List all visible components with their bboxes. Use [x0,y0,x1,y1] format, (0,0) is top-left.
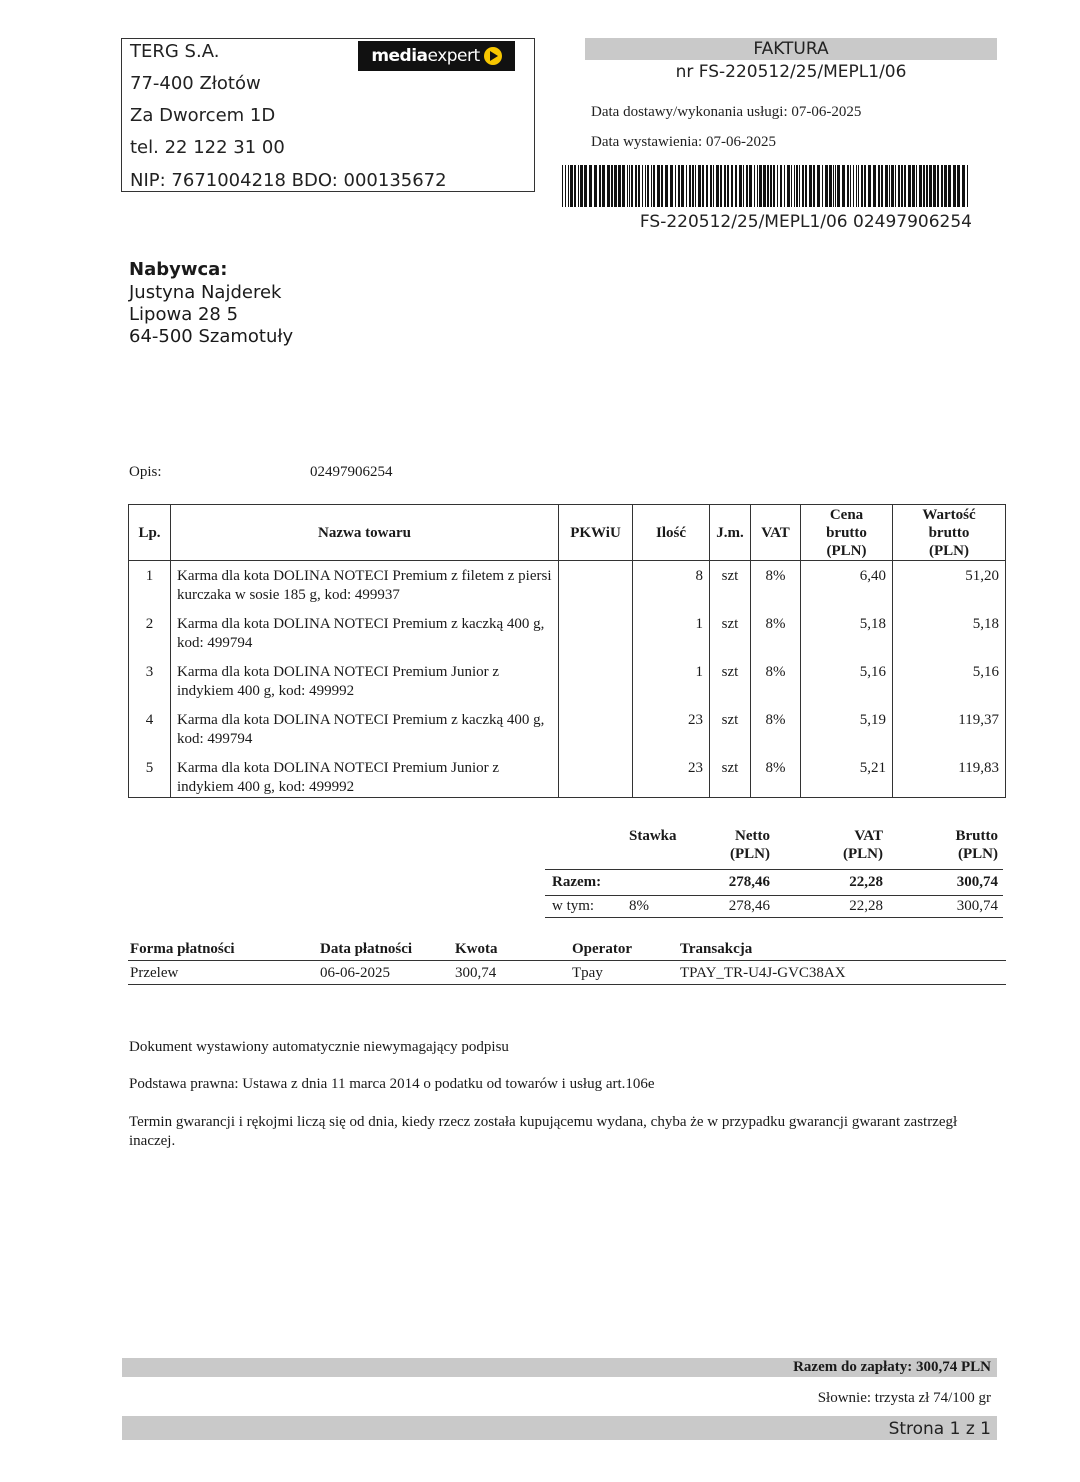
barcode-bar [873,165,876,207]
invoice-title: FAKTURA [753,39,829,59]
issue-date: Data wystawienia: 07-06-2025 [591,134,776,150]
barcode-bar [602,165,605,207]
summary-divider [545,864,1003,870]
barcode-bar [850,165,851,207]
barcode-text: FS-220512/25/MEPL1/06 02497906254 [639,212,972,232]
barcode-bar [878,165,880,207]
row-qty: 1 [633,609,710,657]
row-name: Karma dla kota DOLINA NOTECI Premium z kaczką 400 g, kod: 499794 [171,609,559,657]
row-vat: 8% [751,753,801,798]
barcode-bar [631,165,633,207]
barcode-bar [570,165,573,207]
barcode-bar [653,165,655,207]
row-price: 6,40 [801,561,893,609]
barcode-bar [780,165,782,207]
col-value-line1: Wartość [922,506,976,523]
col-value-line2: brutto [928,524,970,541]
table-row [129,609,1006,657]
barcode-bar [746,165,748,207]
barcode-bar [681,165,684,207]
summary-vat-unit: (PLN) [843,846,883,862]
barcode-bar [861,165,863,207]
barcode-bar [618,165,621,207]
barcode-bar [822,165,823,207]
barcode-bar [796,165,798,207]
row-qty: 23 [633,705,710,753]
barcode-bar [773,165,775,207]
col-lp: Lp. [129,505,171,561]
barcode-bar [833,165,834,207]
barcode-bar [937,165,939,207]
payment-table [128,941,1006,985]
logo-text-regular: expert [427,46,480,66]
barcode-bar [825,165,828,207]
row-qty: 23 [633,753,710,798]
barcode-bar [912,165,915,207]
page-number: Strona 1 z 1 [888,1419,991,1439]
barcode-bar [622,165,625,207]
barcode-bar [908,165,911,207]
seller-box [121,38,535,192]
payment-date-header: Data płatności [318,941,453,960]
row-price: 5,16 [801,657,893,705]
summary-gross-header: Brutto [955,828,998,844]
col-unit: J.m. [710,505,751,561]
barcode-bar [837,165,840,207]
seller-phone: tel. 22 122 31 00 [130,137,285,158]
summary-total-net: 278,46 [728,874,770,890]
barcode-bar [568,165,569,207]
barcode-bar [948,165,951,207]
barcode-bar [702,165,704,207]
summary-of-which-row [545,898,1003,918]
barcode-bar [739,165,742,207]
barcode-bar [941,165,943,207]
warranty-note: Termin gwarancji i rękojmi liczą się od dnia, kiedy rzecz została kupującemu wydana, chyba że w przypadku gwarancji gwarant zastrzegł inaczej. [129,1114,958,1149]
col-value [893,505,1006,561]
legal-basis-note: Podstawa prawna: Ustawa z dnia 11 marca 2014 o podatku od towarów i usług art.106e [129,1076,655,1092]
row-qty: 1 [633,657,710,705]
barcode-bar [735,165,737,207]
barcode-bar [794,165,795,207]
col-qty: Ilość [633,505,710,561]
barcode-bar [919,165,922,207]
barcode-bar [565,165,566,207]
barcode-bar [898,165,900,207]
barcode-bar [629,165,630,207]
col-vat: VAT [751,505,801,561]
barcode-bar [787,165,790,207]
row-value: 119,37 [893,705,1006,753]
summary-net-header: Netto [735,828,770,844]
col-price-line1: Cena [829,506,864,523]
barcode-bar [770,165,772,207]
payment-amount-header: Kwota [453,941,570,960]
summary-net-unit: (PLN) [730,846,770,862]
barcode-bar [627,165,628,207]
barcode-bar [657,165,660,207]
barcode-bar [904,165,906,207]
amount-in-words: Słownie: trzysta zł 74/100 gr [817,1390,991,1406]
barcode-bar [713,165,714,207]
row-name: Karma dla kota DOLINA NOTECI Premium Junior z indykiem 400 g, kod: 499992 [171,753,559,798]
col-pkwiu: PKWiU [559,505,633,561]
barcode-bar [754,165,755,207]
row-lp: 3 [129,657,171,705]
row-pkwiu [559,657,633,705]
barcode-bar [642,165,643,207]
buyer-street: Lipowa 28 5 [129,304,239,325]
barcode-bar [944,165,947,207]
summary-header-row-2 [545,846,1003,864]
barcode-bar [731,165,733,207]
barcode-bar [695,165,696,207]
payment-transaction-header: Transakcja [678,941,1006,960]
row-price: 5,19 [801,705,893,753]
barcode-bar [885,165,888,207]
barcode-bar [599,165,601,207]
row-name: Karma dla kota DOLINA NOTECI Premium z kaczką 400 g, kod: 499794 [171,705,559,753]
barcode-bar [607,165,610,207]
table-row [129,753,1006,798]
barcode-bar [720,165,722,207]
row-price: 5,21 [801,753,893,798]
summary-of-which-label: w tym: [552,898,595,914]
invoice-number: nr FS-220512/25/MEPL1/06 [675,62,907,82]
summary-header-row [545,828,1003,846]
row-name: Karma dla kota DOLINA NOTECI Premium Junior z indykiem 400 g, kod: 499992 [171,657,559,705]
summary-total-row [545,874,1003,896]
buyer-city: 64-500 Szamotuły [129,326,294,347]
row-unit: szt [710,657,751,705]
summary-total-label: Razem: [552,874,602,890]
row-unit: szt [710,753,751,798]
col-price-line3: (PLN) [826,542,867,559]
barcode-bar [933,165,936,207]
barcode-bar [763,165,766,207]
barcode-bar [817,165,820,207]
barcode-bar [784,165,785,207]
barcode-bar [562,165,563,207]
row-lp: 5 [129,753,171,798]
barcode-bar [929,165,932,207]
row-price: 5,18 [801,609,893,657]
payment-header-row [128,941,1006,960]
col-price [801,505,893,561]
payment-transaction: TPAY_TR-U4J-GVC38AX [678,960,1006,984]
opis-label: Opis: [129,464,162,480]
payment-operator: Tpay [570,960,678,984]
auto-doc-note: Dokument wystawiony automatycznie niewymagający podpisu [129,1039,509,1055]
items-header-row [129,505,1006,561]
barcode-bar [635,165,637,207]
barcode-bar [580,165,583,207]
summary-of-which-vat: 22,28 [849,898,883,914]
barcode-bar [835,165,836,207]
barcode-bar [675,165,676,207]
barcode-bar [901,165,903,207]
row-unit: szt [710,561,751,609]
payment-amount: 300,74 [453,960,570,984]
summary-of-which-rate: 8% [629,898,649,914]
row-pkwiu [559,561,633,609]
row-value: 5,18 [893,609,1006,657]
barcode-bar [767,165,769,207]
barcode-bar [868,165,871,207]
barcode-bar [661,165,663,207]
barcode-bar [692,165,694,207]
row-vat: 8% [751,705,801,753]
row-lp: 4 [129,705,171,753]
barcode-bar [889,165,890,207]
row-value: 51,20 [893,561,1006,609]
payment-date: 06-06-2025 [318,960,453,984]
barcode-bar [864,165,866,207]
row-value: 119,83 [893,753,1006,798]
total-due: Razem do zapłaty: 300,74 PLN [793,1359,991,1375]
play-icon [484,47,502,65]
barcode-bar [574,165,576,207]
row-vat: 8% [751,657,801,705]
barcode-bar [724,165,726,207]
barcode-bar [891,165,894,207]
seller-name: TERG S.A. [130,41,220,62]
seller-city: 77-400 Złotów [130,73,261,94]
row-qty: 8 [633,561,710,609]
items-table [128,504,1006,798]
buyer-name: Justyna Najderek [129,282,282,303]
payment-row [128,960,1006,984]
row-name: Karma dla kota DOLINA NOTECI Premium z filetem z piersi kurczaka w sosie 185 g, kod: 499937 [171,561,559,609]
table-row [129,705,1006,753]
logo-text-bold: media [371,46,428,66]
barcode-bar [638,165,640,207]
barcode-bar [716,165,719,207]
summary-total-gross: 300,74 [956,874,998,890]
row-unit: szt [710,705,751,753]
summary-total-vat: 22,28 [849,874,883,890]
barcode-bar [651,165,652,207]
col-value-line3: (PLN) [929,542,969,559]
barcode-bar [749,165,752,207]
row-pkwiu [559,609,633,657]
buyer-label: Nabywca: [129,259,228,280]
row-unit: szt [710,609,751,657]
barcode-bar [829,165,832,207]
row-vat: 8% [751,561,801,609]
barcode-bar [916,165,917,207]
barcode-bar [670,165,673,207]
mediaexpert-logo [358,41,515,71]
barcode-bar [805,165,807,207]
barcode-bar [689,165,691,207]
barcode-bar [743,165,744,207]
row-value: 5,16 [893,657,1006,705]
barcode-bar [847,165,849,207]
summary-of-which-gross: 300,74 [956,898,998,914]
barcode-bar [686,165,687,207]
barcode-bar [578,165,579,207]
payment-operator-header: Operator [570,941,678,960]
barcode-bar [923,165,925,207]
barcode-bar [645,165,646,207]
barcode-bar [962,165,965,207]
summary-of-which-net: 278,46 [728,898,770,914]
row-pkwiu [559,753,633,798]
barcode-bar [842,165,845,207]
barcode-bar [813,165,815,207]
seller-street: Za Dworcem 1D [130,105,276,126]
vat-summary [545,828,1003,918]
barcode-bar [611,165,613,207]
barcode-bar [953,165,956,207]
opis-value: 02497906254 [310,464,393,480]
seller-tax-ids: NIP: 7671004218 BDO: 000135672 [130,170,447,191]
barcode-bar [614,165,617,207]
table-row [129,561,1006,609]
barcode-bar [698,165,701,207]
barcode-bar [665,165,668,207]
barcode-bar [881,165,883,207]
delivery-date: Data dostawy/wykonania usługi: 07-06-2025 [591,104,862,120]
summary-vat-header: VAT [854,828,883,844]
col-price-line2: brutto [826,524,867,541]
barcode-bar [895,165,896,207]
barcode [562,165,972,207]
barcode-bar [727,165,729,207]
row-lp: 1 [129,561,171,609]
barcode-bar [809,165,812,207]
barcode-bar [589,165,592,207]
barcode-bar [584,165,587,207]
row-pkwiu [559,705,633,753]
barcode-bar [957,165,960,207]
barcode-bar [647,165,649,207]
barcode-bar [802,165,804,207]
barcode-bar [710,165,712,207]
barcode-bar [791,165,792,207]
row-vat: 8% [751,609,801,657]
barcode-bar [706,165,708,207]
barcode-bar [858,165,859,207]
row-lp: 2 [129,609,171,657]
barcode-bar [926,165,928,207]
summary-gross-unit: (PLN) [958,846,998,862]
col-name: Nazwa towaru [171,505,559,561]
barcode-bar [853,165,854,207]
table-row [129,657,1006,705]
barcode-bar [678,165,680,207]
barcode-bar [759,165,762,207]
barcode-bar [856,165,857,207]
summary-rate-header: Stawka [629,828,677,844]
payment-method: Przelew [128,960,318,984]
barcode-bar [757,165,758,207]
payment-method-header: Forma płatności [128,941,318,960]
barcode-bar [967,165,968,207]
barcode-bar [777,165,778,207]
barcode-bar [594,165,597,207]
barcode-bar [799,165,800,207]
